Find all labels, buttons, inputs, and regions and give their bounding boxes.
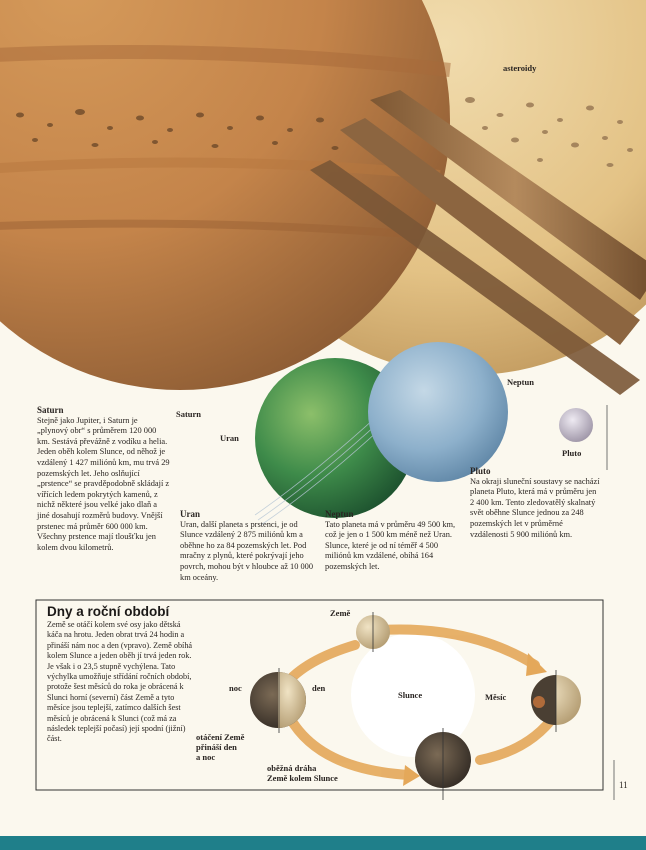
neptune-section (325, 509, 457, 573)
saturn-small-label: Saturn (176, 409, 202, 419)
saturn-section (37, 405, 170, 553)
seasons-title: Dny a roční období (47, 604, 170, 619)
uranus-text: Uran, další planeta s prstenci, je od Slunce vzdálený 2 875 miliónů km a oběhne ho za 84 pozemských let. Pod mračny z plynů, které pokrývají jeho povrch, mohou být v hloubce až 10 000 km oceány. (180, 519, 314, 582)
uranus-small-label: Uran (220, 433, 239, 443)
pluto-section (470, 466, 600, 540)
diagram-orbit-label: oběžná dráha Země kolem Slunce (267, 763, 338, 783)
uranus-section (180, 509, 316, 583)
saturn-heading: Saturn (37, 405, 64, 415)
pluto-small-label: Pluto (562, 448, 582, 458)
page-number: 11 (619, 780, 628, 790)
seasons-text: Země se otáčí kolem své osy jako dětská káča na hrotu. Jeden obrat trvá 24 hodin a přináší nám noc a den (vpravo). Země obíhá kolem Slunce a jeden oběh jí trvá jeden rok. Je však i o 23,5 stupně vychýlena. Tato výchylka umožňuje střídání ročních období, protože šest měsíců do roka je obrácená k Slunci horní (severní) část Země a tyto měsíce jsou teplejší, zatímco dalších šest měsíců je obrácená k Slunci (což má za následek teplejší počasí) její spodní (jižní) část. (47, 620, 193, 744)
pluto-heading: Pluto (470, 466, 491, 476)
pluto-text: Na okraji sluneční soustavy se nachází planeta Pluto, která má v průměru jen 2 400 km. Tento zledovatělý skalnatý svět oběhne Slunce jednou za 248 pozemských let v průměrné vzdálenosti 5 900 miliónů km. (470, 476, 600, 539)
diagram-night-label: noc (229, 683, 242, 693)
diagram-earth-label: Země (330, 608, 351, 618)
asteroids-label: asteroidy (503, 63, 537, 73)
neptune-globe (368, 342, 508, 482)
neptune-small-label: Neptun (507, 377, 534, 387)
diagram-day-label: den (312, 683, 326, 693)
uranus-heading: Uran (180, 509, 200, 519)
pluto-globe (559, 408, 593, 442)
bottom-accent-bar (0, 836, 646, 850)
neptune-text: Tato planeta má v průměru 49 500 km, což je jen o 1 500 km méně než Uran. Slunce, které je od ní téměř 4 500 miliónů km vzdálené, obíhá 164 pozemských let. (325, 519, 456, 571)
neptune-heading: Neptun (325, 509, 354, 519)
diagram-sun-label: Slunce (398, 690, 423, 700)
diagram-moon-label: Měsíc (485, 692, 507, 702)
saturn-text: Stejně jako Jupiter, i Saturn je „plynový obr“ s průměrem 120 000 km. Sestává převážně z vodíku a helia. Jeden oběh kolem Slunce, od něhož je vzdálený 1 427 miliónů km, mu trvá 29 pozemských let. Jeho oslňující „prstence“ se pravděpodobně skládají z vířících ledem pokrytých kamenů, z nichž některé jsou velké jako dlaň a jiné dosahují rozměrů budovy. Vnější prstenec má průměr 600 000 km. Všechny prstence mají tloušťku jen kolem dvou kilometrů. (37, 415, 170, 552)
diagram-rotation-label: otáčení Země přináší den a noc (196, 732, 245, 762)
moon-dot (533, 696, 545, 708)
